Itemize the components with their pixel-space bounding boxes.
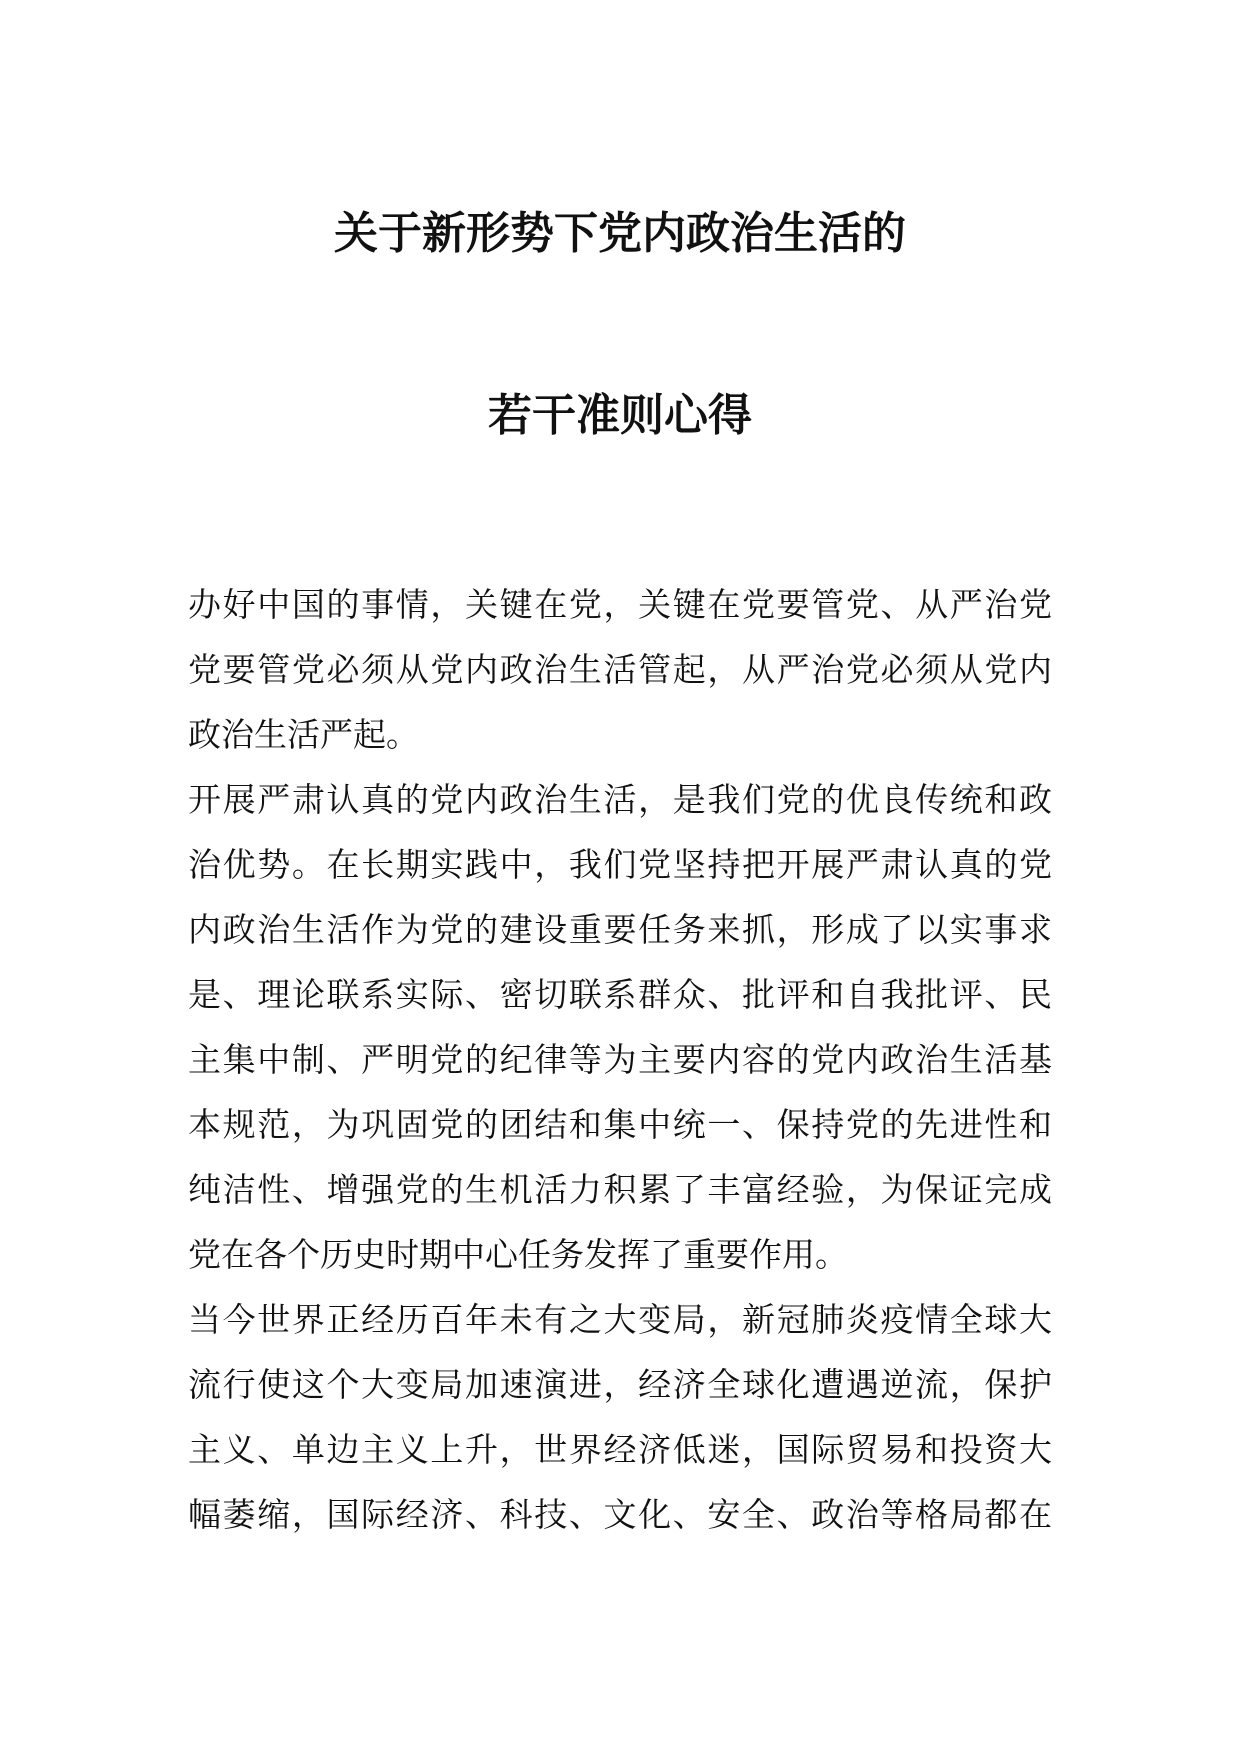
paragraph-line: 是、理论联系实际、密切联系群众、批评和自我批评、民 [188, 975, 1052, 1014]
paragraph-line: 党要管党必须从党内政治生活管起，从严治党必须从党内 [188, 650, 1052, 689]
paragraph-line: 本规范，为巩固党的团结和集中统一、保持党的先进性和 [188, 1105, 1052, 1144]
document-body [188, 572, 1052, 1547]
paragraph-line: 主义、单边主义上升，世界经济低迷，国际贸易和投资大 [188, 1430, 1052, 1469]
paragraph-line: 政治生活严起。 [188, 715, 419, 754]
paragraph-line: 当今世界正经历百年未有之大变局，新冠肺炎疫情全球大 [188, 1300, 1052, 1339]
paragraph-line: 治优势。在长期实践中，我们党坚持把开展严肃认真的党 [188, 845, 1052, 884]
paragraph-line: 开展严肃认真的党内政治生活，是我们党的优良传统和政 [188, 780, 1052, 819]
paragraph-1 [188, 572, 1052, 767]
paragraph-line: 幅萎缩，国际经济、科技、文化、安全、政治等格局都在 [188, 1495, 1052, 1534]
paragraph-3 [188, 1287, 1052, 1547]
paragraph-line: 流行使这个大变局加速演进，经济全球化遭遇逆流，保护 [188, 1365, 1052, 1404]
paragraph-line: 主集中制、严明党的纪律等为主要内容的党内政治生活基 [188, 1040, 1052, 1079]
paragraph-line: 党在各个历史时期中心任务发挥了重要作用。 [188, 1235, 848, 1274]
document-title-line-1: 关于新形势下党内政治生活的 [334, 208, 906, 259]
paragraph-line: 内政治生活作为党的建设重要任务来抓，形成了以实事求 [188, 910, 1052, 949]
paragraph-2 [188, 767, 1052, 1287]
paragraph-line: 办好中国的事情，关键在党，关键在党要管党、从严治党 [188, 585, 1052, 624]
paragraph-line: 纯洁性、增强党的生机活力积累了丰富经验，为保证完成 [188, 1170, 1052, 1209]
document-title-line-2: 若干准则心得 [488, 390, 752, 441]
